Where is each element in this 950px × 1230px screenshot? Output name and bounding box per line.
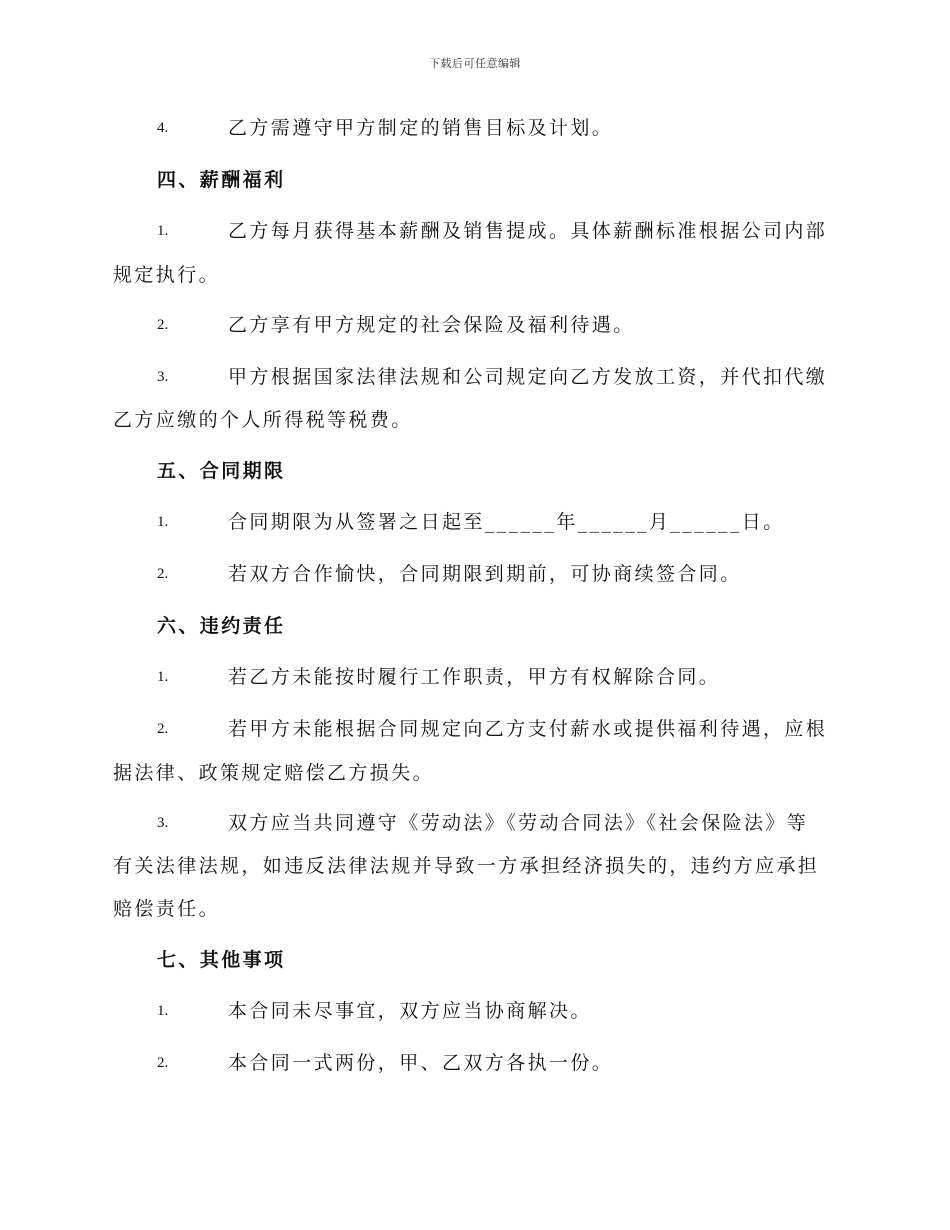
clause-number: 1.	[157, 514, 169, 530]
clause-text: 乙方每月获得基本薪酬及销售提成。具体薪酬标准根据公司内部	[228, 220, 828, 242]
section-heading: 四、薪酬福利	[157, 169, 286, 191]
section-heading: 六、违约责任	[157, 615, 286, 637]
clause-text-continued: 有关法律法规，如违反法律法规并导致一方承担经济损失的，违约方应承担	[113, 855, 820, 877]
clause-text-continued: 规定执行。	[113, 264, 221, 286]
clause-text-continued: 赔偿责任。	[113, 898, 221, 920]
page-header-note: 下载后可任意编辑	[429, 57, 521, 70]
clause-number: 2.	[157, 1055, 169, 1071]
clause-number: 3.	[157, 369, 169, 385]
clause-text: 本合同未尽事宜，双方应当协商解决。	[228, 1000, 592, 1022]
section-heading: 七、其他事项	[157, 949, 286, 971]
clause-text-continued: 乙方应缴的个人所得税等税费。	[113, 409, 413, 431]
section-heading: 五、合同期限	[157, 460, 286, 482]
clause-text: 若双方合作愉快，合同期限到期前，可协商续签合同。	[228, 563, 742, 585]
clause-number: 4.	[157, 120, 169, 136]
clause-number: 1.	[157, 223, 169, 239]
clause-number: 2.	[157, 317, 169, 333]
clause-text: 本合同一式两份，甲、乙双方各执一份。	[228, 1052, 614, 1074]
clause-text-continued: 据法律、政策规定赔偿乙方损失。	[113, 762, 435, 784]
clause-text: 乙方需遵守甲方制定的销售目标及计划。	[228, 117, 614, 139]
clause-text: 乙方享有甲方规定的社会保险及福利待遇。	[228, 314, 635, 336]
clause-number: 1.	[157, 1003, 169, 1019]
clause-text: 若甲方未能根据合同规定向乙方支付薪水或提供福利待遇，应根	[228, 718, 828, 740]
clause-number: 3.	[157, 815, 169, 831]
clause-number: 2.	[157, 566, 169, 582]
clause-text: 合同期限为从签署之日起至______年______月______日。	[228, 511, 785, 533]
clause-number: 2.	[157, 721, 169, 737]
clause-text: 双方应当共同遵守《劳动法》《劳动合同法》《社会保险法》等	[228, 812, 809, 834]
clause-text: 甲方根据国家法律法规和公司规定向乙方发放工资，并代扣代缴	[228, 366, 828, 388]
clause-number: 1.	[157, 669, 169, 685]
clause-text: 若乙方未能按时履行工作职责，甲方有权解除合同。	[228, 666, 721, 688]
